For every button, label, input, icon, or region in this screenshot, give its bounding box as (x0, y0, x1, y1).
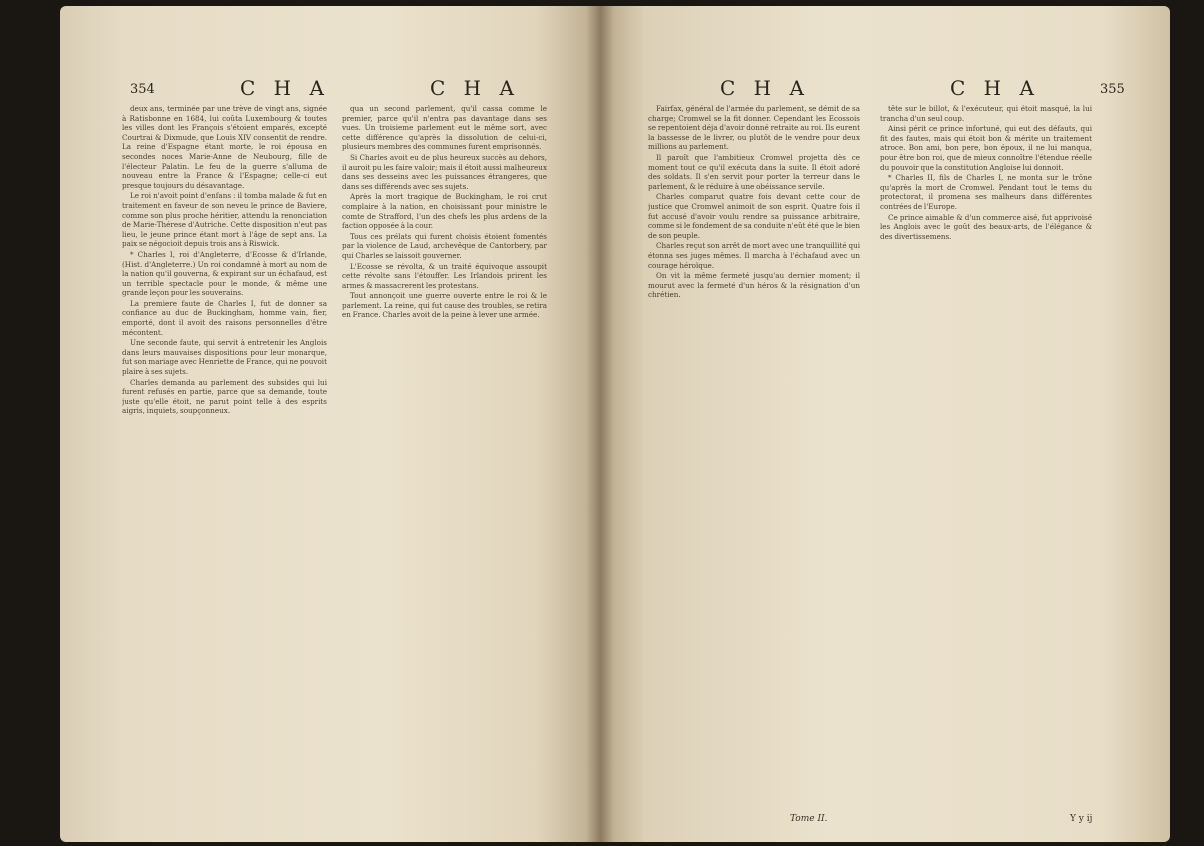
right-header-title-1: C H A (720, 76, 810, 100)
paragraph: Une seconde faute, qui servit à entretenir les Anglois dans leurs mauvaises dispositions pour leur monarque, fut son mariage avec Henriette de France, qui ne pouvoit plaire à ses sujets. (122, 338, 327, 377)
right-page-column-2 (880, 104, 1092, 804)
open-book (60, 6, 1170, 842)
right-page-column-1 (648, 104, 860, 804)
left-header-title-1: C H A (240, 76, 330, 100)
paragraph: Tous ces prélats qui furent choisis étoient fomentés par la violence de Laud, archevêque de Cantorbery, par qui Charles se laissoit gouverner. (342, 231, 547, 260)
paragraph: Après la mort tragique de Buckingham, le roi crut complaire à la nation, en choisissant pour ministre le comte de Strafford, l'un des chefs les plus ardens de la faction opposée à la cour. (342, 192, 547, 231)
left-page (60, 6, 600, 842)
left-page-column-1 (122, 104, 327, 804)
paragraph: tête sur le billot, & l'exécuteur, qui étoit masqué, la lui trancha d'un seul coup. (880, 104, 1092, 123)
right-page-header (650, 76, 1130, 106)
paragraph: Charles comparut quatre fois devant cette cour de justice que Cromwel animoit de son esprit. Quatre fois il fut accusé d'avoir voulu rendre sa puissance arbitraire, comme si le fondement de sa conduite n'eût été que le bien de son peuple. (648, 192, 860, 240)
paragraph: * Charles II, fils de Charles I, ne monta sur le trône qu'après la mort de Cromwel. Pendant tout le tems du protectorat, il promena ses malheurs dans différentes contrées de l'Europe. (880, 173, 1092, 211)
book-gutter (586, 6, 614, 842)
paragraph: Tout annonçoit une guerre ouverte entre le roi & le parlement. La reine, qui fut cause des troubles, se retira en France. Charles avoit de la peine à lever une armée. (342, 291, 547, 320)
paragraph: Ainsi périt ce prince infortuné, qui eut des défauts, qui fit des fautes, mais qui étoit bon & mérite un traitement atroce. Bon ami, bon pere, bon époux, il ne lui manqua, pour être bon roi, que de mieux connoître l'étendue réelle du pouvoir que la constitution Angloise lui donnoit. (880, 124, 1092, 172)
paragraph: La premiere faute de Charles I, fut de donner sa confiance au duc de Buckingham, homme vain, fier, emporté, dont il avoit des raisons personnelles d'être mécontent. (122, 298, 327, 337)
paragraph: * Charles I, roi d'Angleterre, d'Ecosse & d'Irlande, (Hist. d'Angleterre.) Un roi condamné à mort au nom de la nation qu'il gouverna, & expirant sur un échafaud, est un terrible spectacle pour le monde, & même une grande leçon pour les souverains. (122, 249, 327, 298)
left-page-number: 354 (130, 82, 155, 97)
paragraph: Si Charles avoit eu de plus heureux succès au dehors, il auroit pu les faire valoir; mais il étoit aussi malheureux dans ses desseins avec les puissances étrangeres, que dans ses différends avec ses sujets. (342, 152, 547, 191)
paragraph: L'Ecosse se révolta, & un traité équivoque assoupit cette révolte sans l'étouffer. Les Irlandois prirent les armes & massacrerent les protestans. (342, 261, 547, 290)
paragraph: Fairfax, général de l'armée du parlement, se démit de sa charge; Cromwel se la fit donner. Cependant les Ecossois se repentoient déja d'avoir donné retraite au roi. Ils eurent la bassesse de le livrer, ou plutôt de le vendre pour deux millions au parlement. (648, 104, 860, 152)
paragraph: deux ans, terminée par une trève de vingt ans, signée à Ratisbonne en 1684, lui coûta Luxembourg & toutes les villes dont les François s'étoient emparés, excepté Courtrai & Dixmude, que Louis XIV consentit de rendre. La reine d'Espagne étant morte, le roi épousa en secondes noces Marie-Anne de Neubourg, fille de l'électeur Palatin. Le feu de la guerre s'alluma de nouveau entre la France & l'Espagne; celle-ci eut presque toujours du désavantage. (122, 104, 327, 190)
paragraph: On vit la même fermeté jusqu'au dernier moment; il mourut avec la fermeté d'un héros & la résignation d'un chrétien. (648, 271, 860, 300)
paragraph: Le roi n'avoit point d'enfans : il tomba malade & fut en traitement en faveur de son neveu le prince de Baviere, comme son plus proche héritier, attendu la renonciation de Marie-Thérese d'Autriche. Cette disposition n'eut pas lieu, le jeune prince étant mort à l'âge de sept ans. La paix se négocioit depuis trois ans à Riswick. (122, 191, 327, 249)
paragraph: Charles reçut son arrêt de mort avec une tranquillité qui étonna ses juges mêmes. Il marcha à l'échafaud avec un courage héroïque. (648, 241, 860, 270)
signature-mark: Y y ij (1070, 814, 1093, 824)
right-page-number: 355 (1100, 82, 1125, 97)
paragraph: Il paroît que l'ambitieux Cromwel projetta dès ce moment tout ce qu'il exécuta dans la suite. Il étoit adoré des soldats. Il s'en servit pour porter la terreur dans le parlement, & le réduire à une obéissance servile. (648, 152, 860, 191)
paragraph: qua un second parlement, qu'il cassa comme le premier, parce qu'il n'entra pas davantage dans ses vues. Un troisieme parlement eut le même sort, avec cette différence qu'après la dissolution de celui-ci, plusieurs membres des communes furent emprisonnés. (342, 104, 547, 152)
volume-label: Tome II. (790, 814, 828, 824)
left-page-header (130, 76, 560, 106)
right-header-title-2: C H A (950, 76, 1040, 100)
right-page (600, 6, 1170, 842)
paragraph: Ce prince aimable & d'un commerce aisé, fut apprivoisé les Anglois avec le goût des beaux-arts, de l'élégance & des divertissemens. (880, 212, 1092, 241)
paragraph: Charles demanda au parlement des subsides qui lui furent refusés en partie, parce que sa demande, toute juste qu'elle étoit, ne parut point telle à des esprits aigris, inquiets, soupçonneux. (122, 377, 327, 416)
left-header-title-2: C H A (430, 76, 520, 100)
left-page-column-2 (342, 104, 547, 804)
